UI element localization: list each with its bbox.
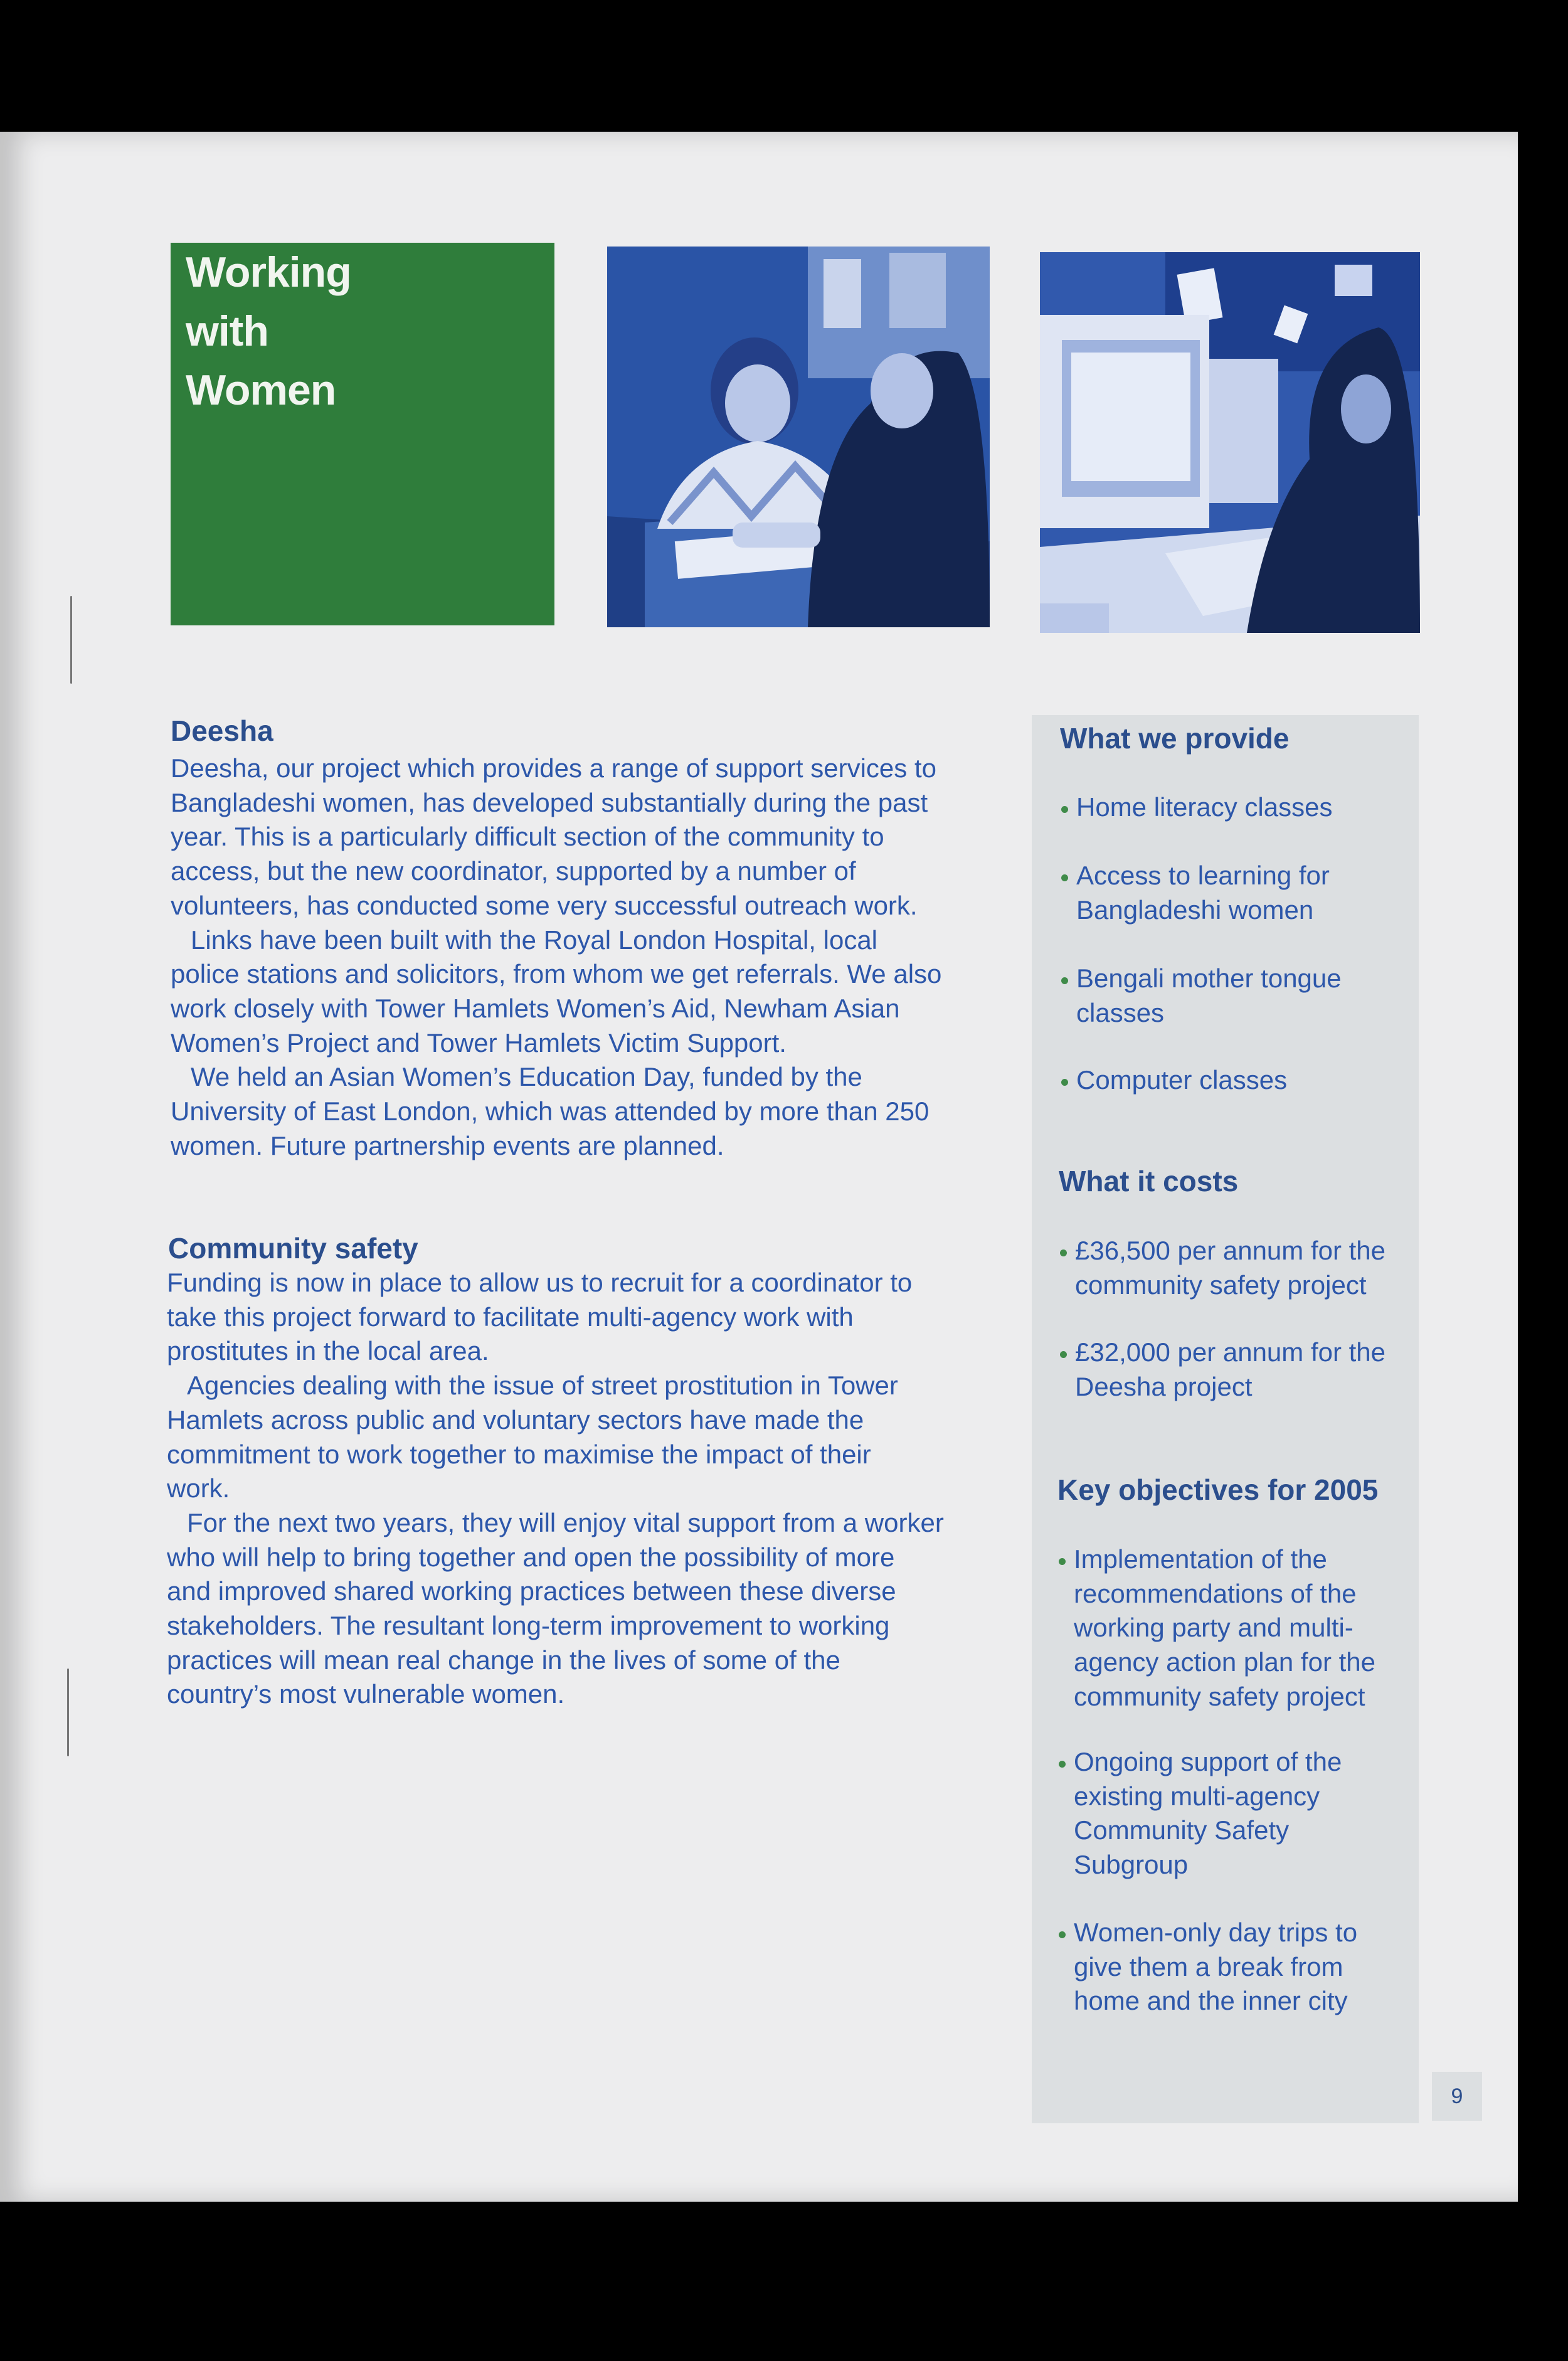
body-text-line: Hamlets across public and voluntary sectors have made the (167, 1404, 864, 1435)
sidebar-item-line: Women-only day trips to (1074, 1918, 1358, 1947)
body-text-line: We held an Asian Women’s Education Day, funded by the (191, 1062, 862, 1092)
body-text-line: and improved shared working practices between these diverse (167, 1576, 896, 1606)
body-text-line: volunteers, has conducted some very successful outreach work. (171, 890, 918, 920)
body-text-line: access, but the new coordinator, supported by a number of (171, 856, 856, 886)
body-text-line: For the next two years, they will enjoy vital support from a worker (187, 1507, 944, 1537)
community-safety-heading: Community safety (168, 1232, 418, 1265)
body-text-line: women. Future partnership events are planned. (171, 1130, 724, 1160)
sidebar-item-line: Ongoing support of the (1074, 1747, 1342, 1776)
body-text-line: year. This is a particularly difficult section of the community to (171, 822, 884, 852)
sidebar-item-line: Bengali mother tongue (1076, 963, 1342, 993)
sidebar-item-line: existing multi-agency (1074, 1781, 1320, 1811)
provide-heading: What we provide (1060, 722, 1290, 755)
body-text-line: University of East London, which was attended by more than 250 (171, 1096, 930, 1126)
sidebar-item-line: Bangladeshi women (1076, 894, 1314, 925)
bullet-icon (1060, 1351, 1067, 1358)
sidebar-item-line: give them a break from (1074, 1951, 1343, 1982)
section-title-line-1: Working (186, 248, 351, 296)
body-text-line: take this project forward to facilitate multi-agency work with (167, 1302, 854, 1332)
body-text-line: who will help to bring together and open the possibility of more (167, 1542, 895, 1572)
sidebar-item-line: agency action plan for the (1074, 1647, 1375, 1677)
section-title-line-2: with (186, 307, 268, 355)
costs-heading: What it costs (1059, 1165, 1239, 1197)
body-text-line: work closely with Tower Hamlets Women’s Aid, Newham Asian (171, 993, 900, 1023)
sidebar-item-line: Computer classes (1076, 1065, 1288, 1095)
bullet-icon (1059, 1761, 1066, 1768)
objectives-heading: Key objectives for 2005 (1057, 1473, 1379, 1506)
sidebar-item-line: community safety project (1074, 1681, 1365, 1711)
body-text-line: work. (167, 1473, 230, 1504)
bullet-icon (1059, 1558, 1066, 1565)
sidebar-panel (1032, 715, 1419, 2123)
sidebar-item-line: Subgroup (1074, 1850, 1189, 1880)
sidebar-item-line: recommendations of the (1074, 1578, 1357, 1608)
body-text-line: Funding is now in place to allow us to recruit for a coordinator to (167, 1268, 913, 1297)
body-text-line: Links have been built with the Royal London Hospital, local (191, 925, 878, 955)
sidebar-item-line: community safety project (1075, 1270, 1367, 1300)
sidebar-item-line: Home literacy classes (1076, 792, 1333, 822)
sidebar-item-line: classes (1076, 997, 1165, 1027)
sidebar-item-line: home and the inner city (1074, 1986, 1348, 2016)
body-text-line: prostitutes in the local area. (167, 1336, 489, 1366)
bullet-icon (1061, 874, 1068, 881)
body-text-line: Women’s Project and Tower Hamlets Victim Support. (171, 1027, 787, 1058)
sidebar-item-line: Deesha project (1075, 1371, 1253, 1401)
body-text-line: commitment to work together to maximise the impact of their (167, 1439, 871, 1469)
body-text-line: practices will mean real change in the lives of some of the (167, 1645, 840, 1675)
bullet-icon (1061, 1079, 1068, 1086)
sidebar-item-line: working party and multi- (1074, 1613, 1353, 1643)
bullet-icon (1061, 806, 1068, 813)
body-text-line: stakeholders. The resultant long-term improvement to working (167, 1611, 890, 1640)
sidebar-item-line: £32,000 per annum for the (1075, 1337, 1386, 1367)
body-text-line: Deesha, our project which provides a range of support services to (171, 753, 936, 783)
page-number: 9 (1432, 2072, 1482, 2121)
sidebar-item-line: £36,500 per annum for the (1075, 1236, 1386, 1265)
body-text-line: Bangladeshi women, has developed substantially during the past (171, 787, 928, 817)
sidebar-item-line: Implementation of the (1074, 1544, 1327, 1574)
sidebar-item-line: Community Safety (1074, 1815, 1290, 1845)
bullet-icon (1059, 1931, 1066, 1938)
section-title-line-3: Women (186, 366, 336, 414)
bullet-icon (1061, 977, 1068, 984)
body-text-line: police stations and solicitors, from whom we get referrals. We also (171, 959, 942, 989)
body-text-line: Agencies dealing with the issue of street prostitution in Tower (187, 1371, 898, 1401)
body-text-line: country’s most vulnerable women. (167, 1679, 565, 1709)
binding-staple-top (70, 596, 72, 684)
photo-woman-at-computer (1040, 252, 1420, 633)
photo-women-talking (607, 247, 990, 627)
section-title-box (171, 243, 554, 625)
bullet-icon (1060, 1249, 1067, 1256)
sidebar-item-line: Access to learning for (1076, 861, 1330, 890)
binding-staple-bottom (67, 1669, 69, 1756)
deesha-heading: Deesha (171, 714, 273, 747)
